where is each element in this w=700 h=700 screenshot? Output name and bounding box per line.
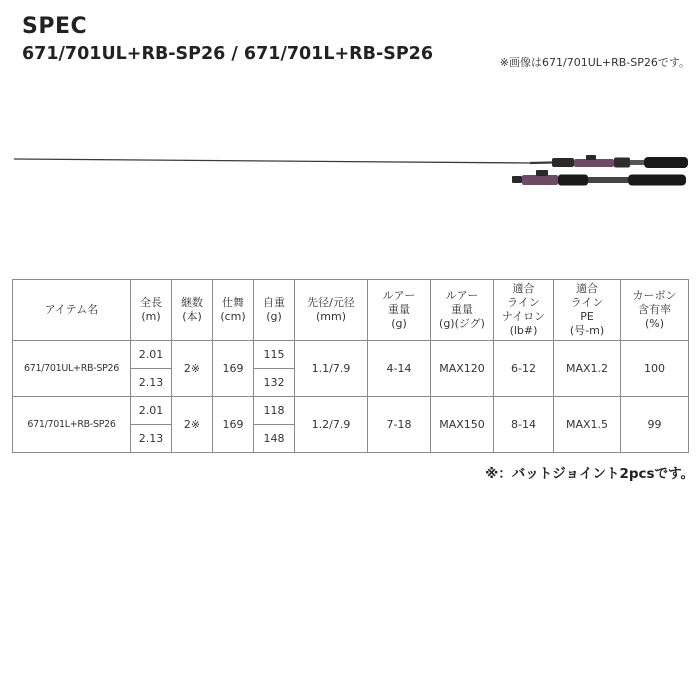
lure-weight-cell: 7-18 (368, 397, 431, 453)
header-pe-line: 適合 ライン PE (号-m) (554, 280, 621, 341)
pe-line-cell: MAX1.5 (554, 397, 621, 453)
lure-weight-cell: 4-14 (368, 341, 431, 397)
header-length: 全長 (m) (131, 280, 172, 341)
weight-cell: 148 (254, 425, 295, 453)
length-cell: 2.13 (131, 425, 172, 453)
pieces-cell: 2※ (172, 341, 213, 397)
jig-weight-cell: MAX150 (431, 397, 494, 453)
header-pieces: 継数 (本) (172, 280, 213, 341)
pieces-cell: 2※ (172, 397, 213, 453)
header-item-name: アイテム名 (13, 280, 131, 341)
header-tip-butt: 先径/元径 (mm) (295, 280, 368, 341)
weight-cell: 118 (254, 397, 295, 425)
nylon-line-cell: 8-14 (494, 397, 554, 453)
nylon-line-cell: 6-12 (494, 341, 554, 397)
pe-line-cell: MAX1.2 (554, 341, 621, 397)
header-row (13, 280, 689, 341)
tip-butt-cell: 1.1/7.9 (295, 341, 368, 397)
rod-lower (512, 170, 686, 186)
carbon-cell: 100 (621, 341, 689, 397)
model-names: 671/701UL+RB-SP26 / 671/701L+RB-SP26 (22, 44, 434, 64)
item-name: 671/701L+RB-SP26 (13, 397, 131, 453)
footnote: ※：バットジョイント2pcsです。 (485, 466, 694, 482)
closed-length-cell: 169 (213, 341, 254, 397)
tip-butt-cell: 1.2/7.9 (295, 397, 368, 453)
rod-image (0, 145, 700, 195)
header-jig-weight: ルアー 重量 (g)(ジグ) (431, 280, 494, 341)
item-name: 671/701UL+RB-SP26 (13, 341, 131, 397)
image-note: ※画像は671/701UL+RB-SP26です。 (499, 56, 690, 69)
spec-table (12, 279, 689, 453)
weight-cell: 115 (254, 341, 295, 369)
header-closed-length: 仕舞 (cm) (213, 280, 254, 341)
length-cell: 2.13 (131, 369, 172, 397)
weight-cell: 132 (254, 369, 295, 397)
table-row (13, 341, 689, 369)
length-cell: 2.01 (131, 341, 172, 369)
header-lure-weight: ルアー 重量 (g) (368, 280, 431, 341)
table-row (13, 397, 689, 425)
rod-upper (14, 155, 688, 168)
jig-weight-cell: MAX120 (431, 341, 494, 397)
spec-title: SPEC (22, 14, 88, 39)
closed-length-cell: 169 (213, 397, 254, 453)
header-carbon: カーボン 含有率 (%) (621, 280, 689, 341)
carbon-cell: 99 (621, 397, 689, 453)
header-nylon-line: 適合 ライン ナイロン (lb#) (494, 280, 554, 341)
header-weight: 自重 (g) (254, 280, 295, 341)
length-cell: 2.01 (131, 397, 172, 425)
